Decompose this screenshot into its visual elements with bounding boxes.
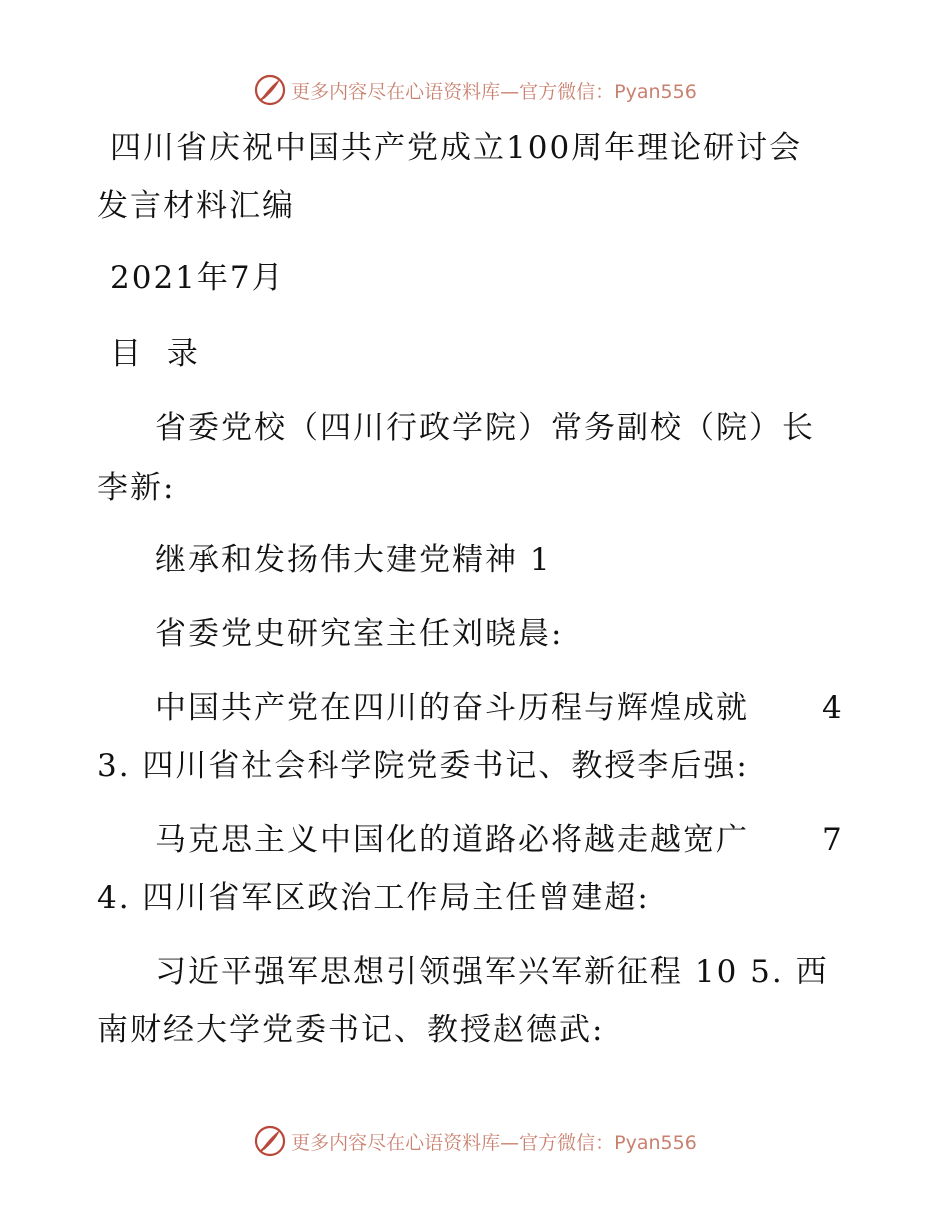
quill-seal-logo-icon	[253, 1124, 287, 1158]
toc-line: 继承和发扬伟大建党精神 1	[155, 542, 552, 578]
watermark-text-main: 更多内容尽在心语资料库	[291, 1131, 501, 1154]
toc-heading: 目 录	[110, 336, 206, 372]
toc-line: 4. 四川省军区政治工作局主任曾建超:	[97, 880, 650, 916]
watermark-footer	[0, 1121, 950, 1161]
watermark-text-rest: —官方微信：Pyan556	[500, 1131, 697, 1154]
quill-seal-logo-icon	[253, 73, 287, 107]
watermark-text-main: 更多内容尽在心语资料库	[291, 80, 501, 103]
toc-line: 马克思主义中国化的道路必将越走越宽广	[155, 822, 749, 858]
document-title-line2: 发言材料汇编	[97, 188, 295, 224]
document-title-line1: 四川省庆祝中国共产党成立100周年理论研讨会	[110, 130, 803, 166]
toc-line: 3. 四川省社会科学院党委书记、教授李后强:	[97, 748, 749, 784]
toc-line: 中国共产党在四川的奋斗历程与辉煌成就	[155, 690, 749, 726]
toc-page-number: 7	[822, 822, 842, 858]
watermark-text-rest: —官方微信：Pyan556	[500, 80, 697, 103]
document-date: 2021年7月	[110, 260, 285, 296]
toc-line: 南财经大学党委书记、教授赵德武:	[97, 1012, 605, 1048]
toc-line: 省委党史研究室主任刘晓晨:	[155, 616, 564, 652]
toc-line: 省委党校（四川行政学院）常务副校（院）长	[155, 410, 815, 446]
toc-line: 习近平强军思想引领强军兴军新征程 10 5. 西	[155, 954, 829, 990]
toc-page-number: 4	[822, 690, 842, 726]
watermark-header	[0, 70, 950, 110]
toc-line: 李新:	[97, 470, 176, 506]
